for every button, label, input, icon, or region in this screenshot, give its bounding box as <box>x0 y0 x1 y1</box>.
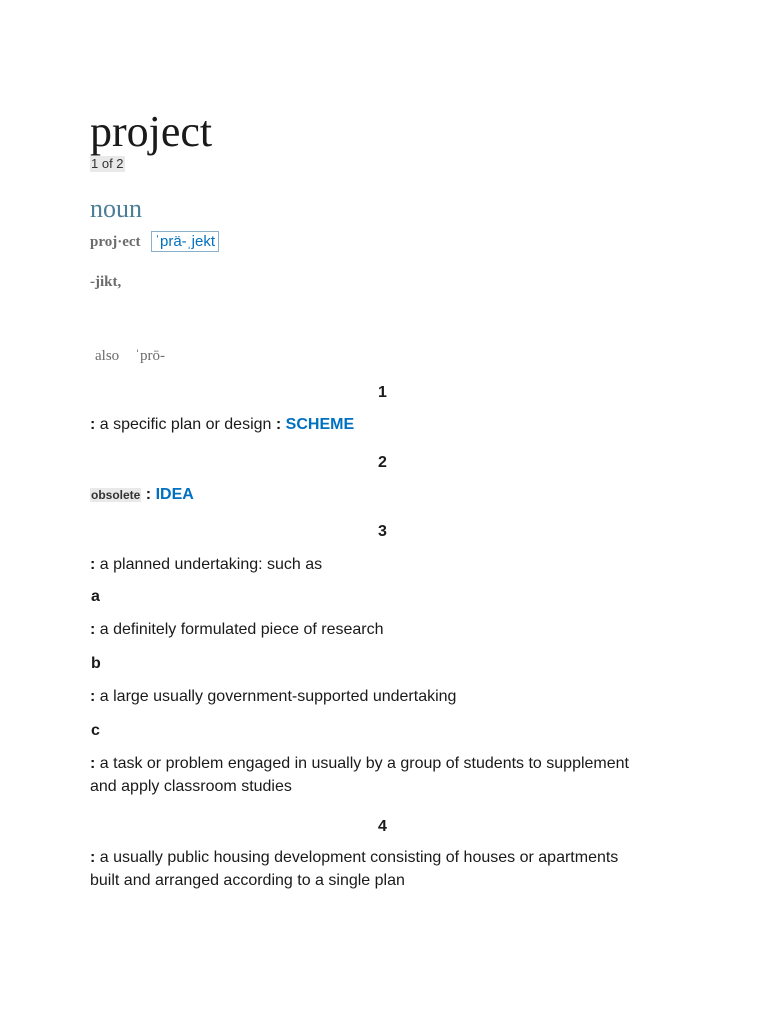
definition-colon: : <box>90 416 96 433</box>
definition-text: a definitely formulated piece of research <box>95 621 384 638</box>
pronunciation-link[interactable]: ˈprä-ˌjekt <box>151 231 219 252</box>
headword: project <box>90 107 213 156</box>
definition-text: a specific plan or design <box>95 416 276 433</box>
definition-colon: : <box>90 688 96 705</box>
sense-number: 1 <box>378 384 387 401</box>
subsense-letter: a <box>91 588 100 605</box>
definition-colon: : <box>90 849 96 866</box>
homograph-label: 1 of 2 <box>91 156 124 171</box>
definition-text: a task or problem engaged in usually by a group of students to supplement and apply classroom studies <box>90 755 629 795</box>
definition-colon: : <box>90 556 96 573</box>
definition-text: a planned undertaking: such as <box>95 556 323 573</box>
definition-text: a usually public housing development consisting of houses or apartments built and arranged according to a single plan <box>90 849 619 889</box>
subsense-definition <box>90 752 630 798</box>
sense-number: 2 <box>378 454 387 471</box>
definition <box>90 413 630 436</box>
subsense-letter: b <box>91 655 101 672</box>
syllabification: proj·ect <box>90 234 141 250</box>
part-of-speech[interactable]: noun <box>90 194 142 223</box>
pronunciation-variant: -jikt, <box>90 274 122 290</box>
subsense-letter: c <box>91 722 100 739</box>
xref-link-idea[interactable]: IDEA <box>155 486 194 503</box>
usage-label: obsolete <box>91 488 141 502</box>
definition-colon: : <box>90 755 96 772</box>
also-label: also <box>95 348 120 364</box>
subsense-definition <box>90 685 630 708</box>
xref-link-scheme[interactable]: SCHEME <box>285 416 355 433</box>
definition <box>90 553 630 576</box>
definition-colon: : <box>90 621 96 638</box>
definition <box>90 483 630 507</box>
definition-text: a large usually government-supported undertaking <box>95 688 457 705</box>
subsense-definition <box>90 618 630 641</box>
xref-colon: : <box>145 486 152 503</box>
xref-colon: : <box>275 416 282 433</box>
sense-number: 3 <box>378 523 387 540</box>
definition <box>90 846 620 892</box>
also-pronunciation: ˈprō- <box>135 348 165 364</box>
sense-number: 4 <box>378 818 387 835</box>
